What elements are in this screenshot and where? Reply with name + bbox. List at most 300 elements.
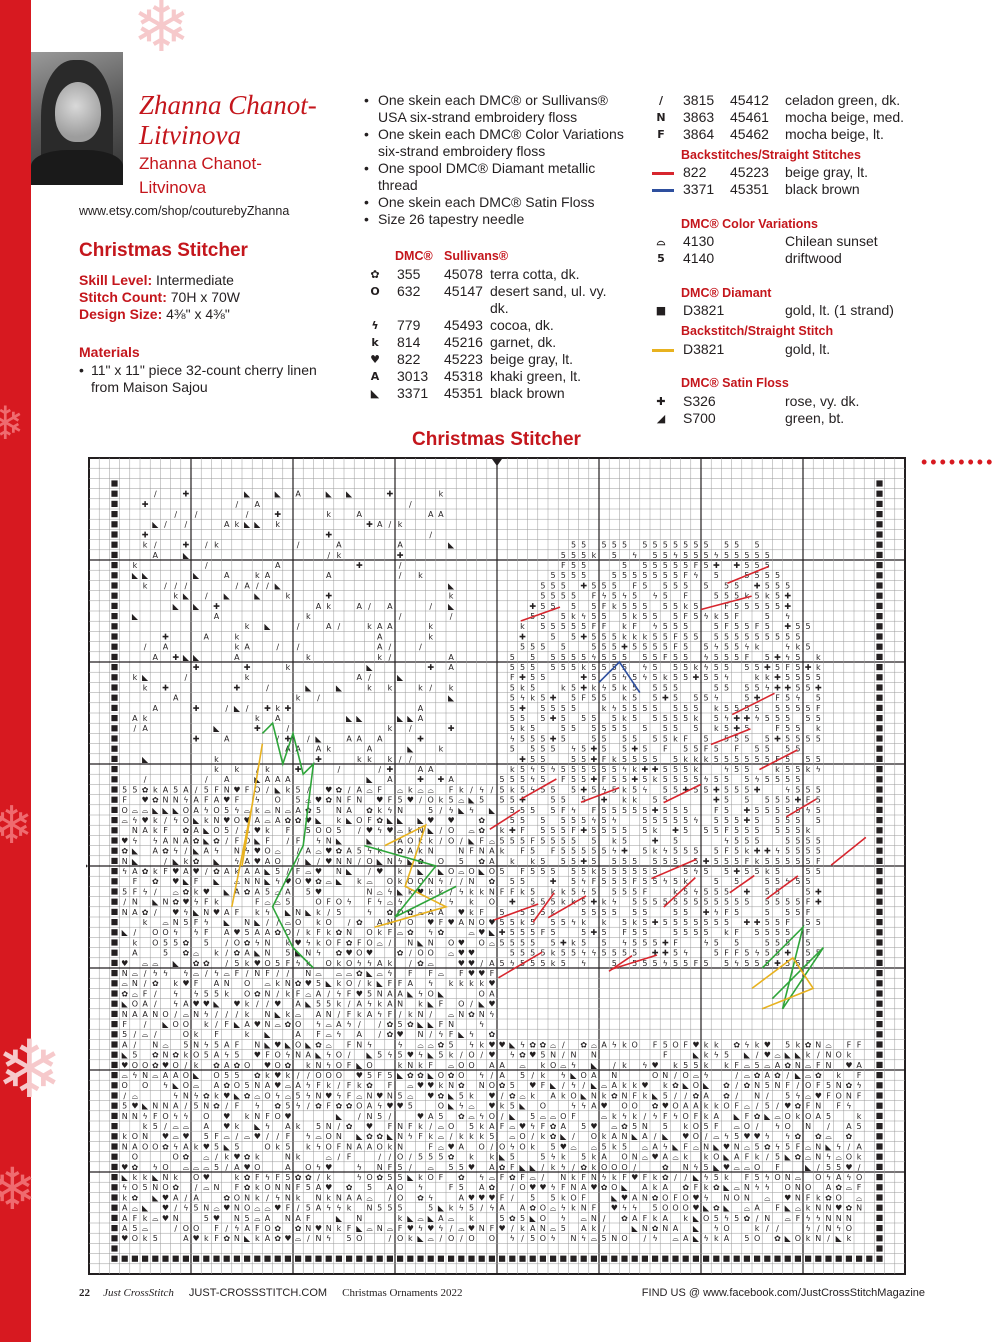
chart-symbol: ∕: [266, 1000, 269, 1009]
chart-symbol: O: [703, 1214, 709, 1223]
chart-symbol: 5: [500, 775, 505, 784]
chart-symbol: 5: [122, 785, 127, 794]
chart-symbol: ϟ: [612, 816, 617, 825]
chart-symbol: k: [632, 632, 637, 641]
chart-symbol: 5: [724, 653, 729, 662]
key-dmc: S326: [683, 393, 716, 410]
chart-symbol: ⌓: [326, 1020, 333, 1029]
key-dmc: 779: [397, 317, 420, 334]
chart-symbol: ✚: [193, 734, 200, 743]
chart-symbol: k: [326, 510, 331, 519]
chart-symbol: ∕: [144, 775, 147, 784]
chart-symbol: F: [428, 1061, 433, 1070]
chart-symbol: 5: [795, 704, 800, 713]
key-line-swatch: [652, 172, 674, 175]
chart-symbol: 5: [622, 541, 627, 550]
chart-symbol: ϟ: [163, 969, 168, 978]
chart-symbol: ✿: [529, 1040, 536, 1049]
chart-square: [111, 511, 117, 517]
magazine-website[interactable]: JUST-CROSSSTITCH.COM: [189, 1287, 327, 1299]
chart-symbol: 5: [755, 632, 760, 641]
chart-symbol: ∕: [225, 1163, 228, 1172]
chart-symbol: k: [194, 1030, 199, 1039]
chart-symbol: F: [857, 1091, 862, 1100]
chart-symbol: ◣: [173, 959, 180, 968]
chart-symbol: A: [295, 1214, 301, 1223]
design-size: Design Size: 4⅜" x 4⅜": [79, 306, 230, 323]
chart-symbol: k: [418, 836, 423, 845]
chart-symbol: 5: [806, 887, 811, 896]
chart-symbol: O: [356, 816, 362, 825]
chart-square: [458, 1256, 464, 1262]
chart-symbol: ϟ: [846, 1173, 851, 1182]
chart-symbol: ♥: [223, 1122, 230, 1131]
chart-symbol: 5: [755, 836, 760, 845]
chart-symbol: 5: [734, 836, 739, 845]
chart-symbol: F: [347, 1040, 352, 1049]
chart-symbol: N: [418, 1030, 424, 1039]
chart-square: [785, 1256, 791, 1262]
chart-symbol: ◣: [489, 928, 496, 937]
chart-symbol: F: [235, 1102, 240, 1111]
chart-symbol: ◣: [336, 836, 343, 845]
chart-symbol: ✿: [458, 1112, 465, 1121]
chart-symbol: ⌓: [162, 1040, 169, 1049]
chart-symbol: O: [264, 959, 270, 968]
chart-symbol: A: [153, 704, 159, 713]
chart-square: [397, 1256, 403, 1262]
chart-symbol: ∕: [756, 1122, 759, 1131]
chart-symbol: O: [397, 1193, 403, 1202]
chart-square: [876, 1001, 882, 1007]
chart-symbol: ✿: [397, 847, 404, 856]
chart-symbol: F: [337, 938, 342, 947]
chart-symbol: ✿: [172, 898, 179, 907]
chart-square: [876, 909, 882, 915]
chart-symbol: ✿: [489, 877, 496, 886]
chart-symbol: A: [530, 1224, 536, 1233]
chart-symbol: ◣: [795, 1071, 802, 1080]
chart-symbol: ◣: [173, 806, 180, 815]
chart-symbol: 5: [663, 571, 668, 580]
chart-symbol: N: [683, 1163, 689, 1172]
chart-symbol: ϟ: [693, 1163, 698, 1172]
chart-symbol: F: [806, 908, 811, 917]
key-dmc: 4130: [683, 233, 714, 250]
chart-symbol: k: [694, 663, 699, 672]
chart-symbol: ⌓: [244, 826, 251, 835]
chart-symbol: 5: [673, 836, 678, 845]
chart-symbol: ✚: [713, 796, 720, 805]
chart-symbol: 5: [653, 734, 658, 743]
chart-symbol: 5: [734, 541, 739, 550]
chart-symbol: ✚: [642, 765, 649, 774]
chart-symbol: ◣: [723, 1204, 730, 1213]
chart-square: [111, 1123, 117, 1129]
chart-symbol: 5: [540, 714, 545, 723]
chart-symbol: k: [194, 1061, 199, 1070]
chart-square: [111, 878, 117, 884]
chart-symbol: ◣: [254, 520, 261, 529]
chart-symbol: ♥: [172, 877, 179, 886]
chart-symbol: ⌓: [122, 816, 129, 825]
chart-symbol: k: [612, 602, 617, 611]
chart-symbol: ∕: [776, 1102, 779, 1111]
chart-symbol: ✿: [244, 1153, 251, 1162]
chart-symbol: ϟ: [377, 1102, 382, 1111]
chart-symbol: 5: [581, 571, 586, 580]
chart-symbol: ♥: [356, 989, 363, 998]
chart-symbol: 5: [571, 622, 576, 631]
chart-symbol: 5: [806, 785, 811, 794]
chart-symbol: ♥: [529, 1183, 536, 1192]
chart-symbol: k: [204, 1234, 209, 1243]
chart-symbol: 5: [540, 765, 545, 774]
chart-symbol: ∕: [205, 867, 208, 876]
chart-symbol: ✚: [448, 724, 455, 733]
chart-square: [713, 1256, 719, 1262]
chart-symbol: N: [489, 887, 495, 896]
chart-symbol: 5: [500, 867, 505, 876]
chart-symbol: A: [459, 1193, 465, 1202]
chart-symbol: A: [652, 1142, 658, 1151]
chart-square: [876, 1154, 882, 1160]
chart-symbol: k: [806, 1051, 811, 1060]
chart-symbol: F: [643, 1173, 648, 1182]
chart-symbol: ϟ: [153, 1163, 158, 1172]
chart-symbol: ϟ: [571, 745, 576, 754]
materials-list-continued: [364, 92, 634, 228]
chart-symbol: ⌓: [264, 806, 271, 815]
chart-symbol: ϟ: [193, 1091, 198, 1100]
chart-symbol: k: [224, 989, 229, 998]
chart-symbol: k: [449, 592, 454, 601]
chart-symbol: ϟ: [663, 847, 668, 856]
chart-symbol: N: [469, 877, 475, 886]
chart-symbol: k: [153, 826, 158, 835]
chart-square: [876, 735, 882, 741]
chart-symbol: O: [540, 1204, 546, 1213]
chart-symbol: ϟ: [397, 1040, 402, 1049]
facebook-link[interactable]: FIND US @ www.facebook.com/JustCrossStitchMagazine: [642, 1287, 925, 1299]
chart-symbol: ⌓: [744, 1102, 751, 1111]
chart-symbol: 5: [724, 755, 729, 764]
chart-symbol: ϟ: [326, 1061, 331, 1070]
chart-square: [754, 1256, 760, 1262]
chart-symbol: ✿: [336, 785, 343, 794]
chart-symbol: 5: [194, 1204, 199, 1213]
chart-symbol: N: [397, 1132, 403, 1141]
chart-symbol: ♥: [784, 1193, 791, 1202]
chart-symbol: ⌓: [285, 806, 292, 815]
chart-symbol: k: [561, 1193, 566, 1202]
chart-symbol: N: [397, 1122, 403, 1131]
chart-symbol: ⌓: [152, 1071, 159, 1080]
chart-symbol: N: [387, 918, 393, 927]
chart-symbol: 5: [510, 704, 515, 713]
chart-symbol: 5: [795, 683, 800, 692]
chart-symbol: ϟ: [316, 949, 321, 958]
chart-symbol: 5: [683, 622, 688, 631]
chart-symbol: 5: [561, 714, 566, 723]
key-sullivans: 45223: [730, 164, 769, 181]
chart-symbol: 5: [785, 673, 790, 682]
chart-symbol: 5: [234, 1051, 239, 1060]
chart-symbol: ✚: [285, 704, 292, 713]
chart-symbol: ◣: [254, 918, 261, 927]
key-color-name: celadon green, dk.: [785, 92, 900, 109]
chart-symbol: ◣: [366, 663, 373, 672]
chart-symbol: F: [265, 1051, 270, 1060]
chart-symbol: k: [337, 551, 342, 560]
chart-symbol: ϟ: [336, 1091, 341, 1100]
chart-symbol: 5: [724, 867, 729, 876]
chart-symbol: ϟ: [724, 673, 729, 682]
chart-square: [876, 746, 882, 752]
chart-symbol: ✚: [438, 775, 445, 784]
chart-symbol: ♥: [723, 1163, 730, 1172]
chart-square: [468, 1256, 474, 1262]
chart-symbol: k: [133, 938, 138, 947]
chart-square: [876, 654, 882, 660]
chart-symbol: k: [602, 1132, 607, 1141]
chart-symbol: ◣: [428, 1020, 435, 1029]
chart-symbol: 5: [398, 1051, 403, 1060]
chart-symbol: N: [550, 1051, 556, 1060]
chart-symbol: ∕: [389, 520, 392, 529]
chart-symbol: F: [632, 581, 637, 590]
chart-symbol: F: [347, 1153, 352, 1162]
chart-symbol: 5: [285, 898, 290, 907]
chart-symbol: k: [143, 1214, 148, 1223]
chart-symbol: ∕: [409, 1153, 412, 1162]
chart-symbol: ∕: [225, 1010, 228, 1019]
chart-square: [111, 1256, 117, 1262]
chart-symbol: O: [336, 1061, 342, 1070]
chart-symbol: 5: [653, 714, 658, 723]
chart-symbol: ⌓: [601, 1081, 608, 1090]
author-website[interactable]: www.etsy.com/shop/couturebyZhanna: [79, 204, 289, 218]
chart-symbol: 5: [602, 653, 607, 662]
chart-square: [356, 1256, 362, 1262]
chart-symbol: 5: [540, 1051, 545, 1060]
chart-symbol: ∕: [440, 826, 443, 835]
chart-symbol: 5: [602, 724, 607, 733]
chart-symbol: ◣: [356, 1132, 363, 1141]
chart-symbol: ◣: [407, 857, 414, 866]
chart-symbol: 5: [724, 704, 729, 713]
chart-symbol: ♥: [233, 785, 240, 794]
chart-symbol: 5: [673, 959, 678, 968]
chart-symbol: ♥: [254, 1132, 261, 1141]
chart-symbol: k: [571, 938, 576, 947]
chart-symbol: N: [795, 1183, 801, 1192]
chart-symbol: k: [816, 724, 821, 733]
chart-symbol: 5: [816, 949, 821, 958]
chart-symbol: 5: [663, 643, 668, 652]
chart-symbol: 5: [775, 826, 780, 835]
chart-symbol: ✚: [754, 847, 761, 856]
chart-symbol: 5: [683, 673, 688, 682]
chart-symbol: 5: [785, 724, 790, 733]
chart-symbol: ϟ: [714, 1051, 719, 1060]
chart-symbol: k: [418, 1173, 423, 1182]
chart-symbol: ◣: [162, 1020, 169, 1029]
chart-symbol: ♥: [162, 1204, 169, 1213]
chart-symbol: N: [173, 918, 179, 927]
chart-symbol: 5: [551, 806, 556, 815]
chart-symbol: A: [214, 796, 220, 805]
chart-symbol: O: [183, 1020, 189, 1029]
chart-symbol: F: [806, 1102, 811, 1111]
chart-symbol: ◣: [632, 1132, 639, 1141]
chart-symbol: 5: [551, 632, 556, 641]
key-dmc: 3371: [397, 385, 428, 402]
chart-symbol: ϟ: [836, 1142, 841, 1151]
chart-symbol: ∕: [297, 847, 300, 856]
chart-symbol: ♥: [631, 1173, 638, 1182]
chart-symbol: ✿: [183, 938, 190, 947]
page-footer: [79, 1287, 925, 1299]
chart-symbol: k: [459, 1132, 464, 1141]
chart-symbol: ◣: [336, 877, 343, 886]
chart-square: [264, 1256, 270, 1262]
chart-symbol: F: [428, 1142, 433, 1151]
chart-symbol: ✿: [223, 1081, 230, 1090]
chart-symbol: A: [387, 1000, 393, 1009]
chart-symbol: 5: [795, 734, 800, 743]
chart-square: [377, 1256, 383, 1262]
chart-symbol: 5: [806, 949, 811, 958]
chart-symbol: ∕: [144, 979, 147, 988]
chart-symbol: k: [469, 1214, 474, 1223]
chart-symbol: O: [275, 796, 281, 805]
chart-square: [407, 1256, 413, 1262]
chart-symbol: ϟ: [173, 847, 178, 856]
chart-symbol: 5: [510, 683, 515, 692]
chart-symbol: 5: [571, 755, 576, 764]
chart-symbol: k: [551, 908, 556, 917]
chart-symbol: O: [173, 1061, 179, 1070]
chart-symbol: O: [132, 1132, 138, 1141]
chart-symbol: ϟ: [775, 1142, 780, 1151]
chart-symbol: ⌓: [203, 1183, 210, 1192]
chart-symbol: 5: [795, 745, 800, 754]
chart-symbol: N: [305, 949, 311, 958]
chart-symbol: A: [367, 1102, 373, 1111]
chart-symbol: ◣: [468, 796, 475, 805]
chart-square: [111, 633, 117, 639]
chart-symbol: ∕: [297, 928, 300, 937]
chart-symbol: 5: [612, 673, 617, 682]
chart-symbol: ∕: [297, 643, 300, 652]
chart-symbol: ∕: [144, 1020, 147, 1029]
chart-square: [662, 1256, 668, 1262]
chart-symbol: ⌓: [764, 1061, 771, 1070]
chart-symbol: ✚: [142, 530, 149, 539]
chart-symbol: ⌓: [305, 796, 312, 805]
chart-symbol: ∕: [633, 1163, 636, 1172]
chart-symbol: k: [428, 632, 433, 641]
chart-symbol: ♥: [417, 1081, 424, 1090]
chart-symbol: O: [417, 877, 423, 886]
chart-symbol: ◣: [122, 1000, 129, 1009]
chart-symbol: ✚: [580, 826, 587, 835]
chart-symbol: A: [173, 1193, 179, 1202]
chart-symbol: ϟ: [295, 1102, 300, 1111]
chart-symbol: ϟ: [448, 898, 453, 907]
chart-symbol: ⌓: [672, 1153, 679, 1162]
chart-symbol: F: [428, 969, 433, 978]
chart-symbol: k: [714, 704, 719, 713]
chart-symbol: 5: [755, 541, 760, 550]
chart-symbol: ∕: [491, 1071, 494, 1080]
chart-symbol: ϟ: [530, 1122, 535, 1131]
chart-symbol: ⌓: [489, 1173, 496, 1182]
chart-symbol: 5: [163, 938, 168, 947]
snowflake-icon: ❄: [0, 1030, 63, 1110]
chart-symbol: O: [213, 1071, 219, 1080]
chart-symbol: F: [449, 785, 454, 794]
chart-symbol: ✿: [580, 1163, 587, 1172]
chart-symbol: k: [204, 816, 209, 825]
chart-symbol: ◣: [193, 816, 200, 825]
chart-symbol: k: [673, 1061, 678, 1070]
chart-symbol: ✿: [764, 1142, 771, 1151]
chart-symbol: O: [621, 1163, 627, 1172]
chart-symbol: 5: [571, 592, 576, 601]
chart-symbol: 5: [673, 949, 678, 958]
chart-symbol: ∕: [338, 1122, 341, 1131]
chart-symbol: ϟ: [438, 877, 443, 886]
chart-symbol: ϟ: [724, 836, 729, 845]
chart-symbol: ⌓: [774, 1112, 781, 1121]
chart-symbol: ∕: [134, 928, 137, 937]
chart-symbol: 5: [622, 826, 627, 835]
chart-symbol: ϟ: [479, 1071, 484, 1080]
chart-symbol: ϟ: [469, 806, 474, 815]
chart-symbol: ✿: [152, 1061, 159, 1070]
chart-symbol: 5: [306, 826, 311, 835]
chart-symbol: 5: [510, 806, 515, 815]
chart-symbol: ∕: [215, 1153, 218, 1162]
chart-symbol: A: [367, 1010, 373, 1019]
chart-symbol: 5: [642, 938, 647, 947]
chart-square: [876, 848, 882, 854]
chart-symbol: ✿: [162, 1142, 169, 1151]
chart-symbol: k: [561, 887, 566, 896]
chart-symbol: 5: [744, 571, 749, 580]
chart-symbol: k: [439, 1081, 444, 1090]
chart-symbol: k: [622, 683, 627, 692]
chart-symbol: A: [224, 928, 230, 937]
chart-symbol: ◣: [122, 928, 129, 937]
chart-symbol: A: [234, 1163, 240, 1172]
chart-symbol: 5: [744, 765, 749, 774]
chart-symbol: ◣: [264, 1040, 271, 1049]
chart-symbol: ⌓: [193, 949, 200, 958]
chart-symbol: N: [316, 1061, 322, 1070]
chart-symbol: ✚: [325, 530, 332, 539]
chart-symbol: F: [194, 979, 199, 988]
chart-symbol: 5: [510, 796, 515, 805]
chart-symbol: 5: [622, 775, 627, 784]
chart-symbol: ✚: [774, 653, 781, 662]
chart-symbol: 5: [806, 704, 811, 713]
chart-symbol: ♥: [488, 918, 495, 927]
chart-symbol: k: [479, 1132, 484, 1141]
chart-symbol: A: [153, 653, 159, 662]
